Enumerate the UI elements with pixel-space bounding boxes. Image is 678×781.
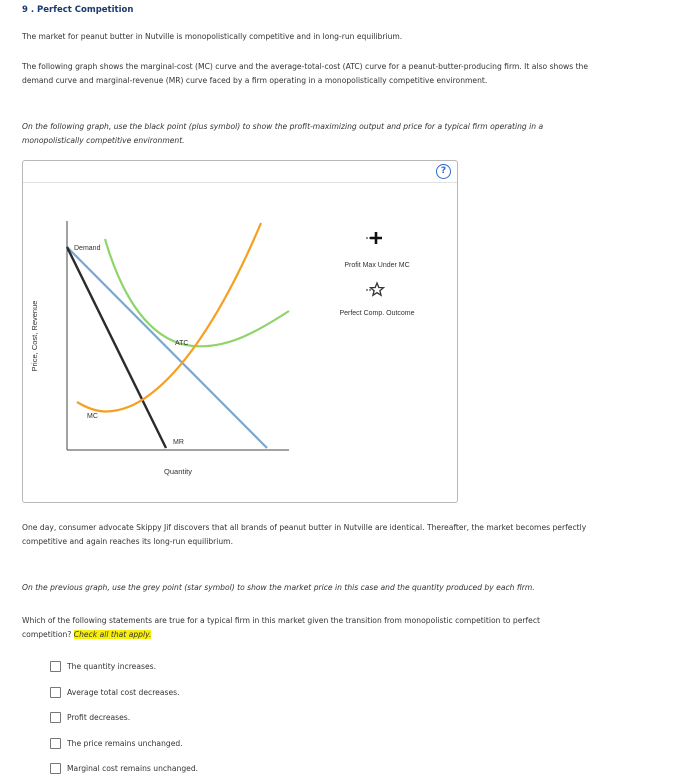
mr-label: MR <box>173 439 184 446</box>
option-label: Average total cost decreases. <box>67 688 180 697</box>
option-label: The price remains unchanged. <box>67 739 183 748</box>
instruction-plus-line-2: monopolistically competitive environment. <box>22 136 185 145</box>
graph-svg <box>23 161 457 502</box>
tool-handle-dot <box>366 289 368 291</box>
checkbox-question-line-1: Which of the following statements are true for a typical firm in this market given the transition from monopolistic competition to perfect <box>22 616 540 625</box>
option-atc-decreases[interactable] <box>50 687 180 698</box>
intro-text: The market for peanut butter in Nutville is monopolistically competitive and in long-run equilibrium. <box>22 32 403 41</box>
checkbox-question-prompt: competition? <box>22 630 72 639</box>
star-tool-label: Perfect Comp. Outcome <box>339 310 415 317</box>
option-quantity-increases[interactable] <box>50 661 156 672</box>
instruction-star: On the previous graph, use the grey point (star symbol) to show the market price in this case and the quantity produced by each firm. <box>22 583 535 592</box>
tool-handle-dot <box>369 289 371 291</box>
tool-handle-dot <box>366 237 368 239</box>
checkbox-question <box>22 614 662 642</box>
checkbox[interactable] <box>50 738 61 749</box>
option-label: Profit decreases. <box>67 713 131 722</box>
atc-curve[interactable] <box>105 239 289 346</box>
mc-curve[interactable] <box>77 223 261 411</box>
question-title: 9 . Perfect Competition <box>22 5 134 15</box>
option-profit-decreases[interactable] <box>50 712 130 723</box>
star-icon <box>371 283 384 295</box>
story-text <box>22 521 662 549</box>
checkbox[interactable] <box>50 712 61 723</box>
plus-icon <box>370 232 382 244</box>
mc-label: MC <box>87 413 98 420</box>
graph-description-line-2: demand curve and marginal-revenue (MR) curve faced by a firm operating in a monopolistically competitive environment. <box>22 76 488 85</box>
mr-curve[interactable] <box>67 247 166 448</box>
checkbox[interactable] <box>50 687 61 698</box>
graph-description <box>22 60 662 88</box>
option-price-unchanged[interactable] <box>50 738 183 749</box>
story-text-line-1: One day, consumer advocate Skippy Jif discovers that all brands of peanut butter in Nutville are identical. Thereafter, the market becomes perfectly <box>22 523 587 532</box>
instruction-plus-line-1: On the following graph, use the black point (plus symbol) to show the profit-maximizing output and price for a typical firm operating in a <box>22 122 544 131</box>
option-mc-unchanged[interactable] <box>50 763 198 774</box>
plus-point-tool[interactable] <box>366 232 382 244</box>
story-text-line-2: competitive and again reaches its long-run equilibrium. <box>22 537 233 546</box>
option-label: The quantity increases. <box>67 662 156 671</box>
checkbox[interactable] <box>50 763 61 774</box>
plus-tool-label: Profit Max Under MC <box>344 262 410 269</box>
instruction-plus <box>22 120 662 148</box>
checkbox-question-line-2 <box>22 628 662 642</box>
atc-label: ATC <box>175 340 189 347</box>
x-axis-label: Quantity <box>164 467 192 476</box>
graph-panel <box>22 160 458 503</box>
graph-description-line-1: The following graph shows the marginal-cost (MC) curve and the average-total-cost (ATC) curve for a peanut-butter-producing firm. It also shows the <box>22 62 589 71</box>
star-point-tool[interactable] <box>366 283 383 295</box>
help-icon[interactable]: ? <box>436 164 451 179</box>
check-all-hint: Check all that apply. <box>73 630 152 639</box>
option-label: Marginal cost remains unchanged. <box>67 764 199 773</box>
demand-label: Demand <box>74 245 101 252</box>
checkbox[interactable] <box>50 661 61 672</box>
y-axis-label: Price, Cost, Revenue <box>30 300 39 372</box>
